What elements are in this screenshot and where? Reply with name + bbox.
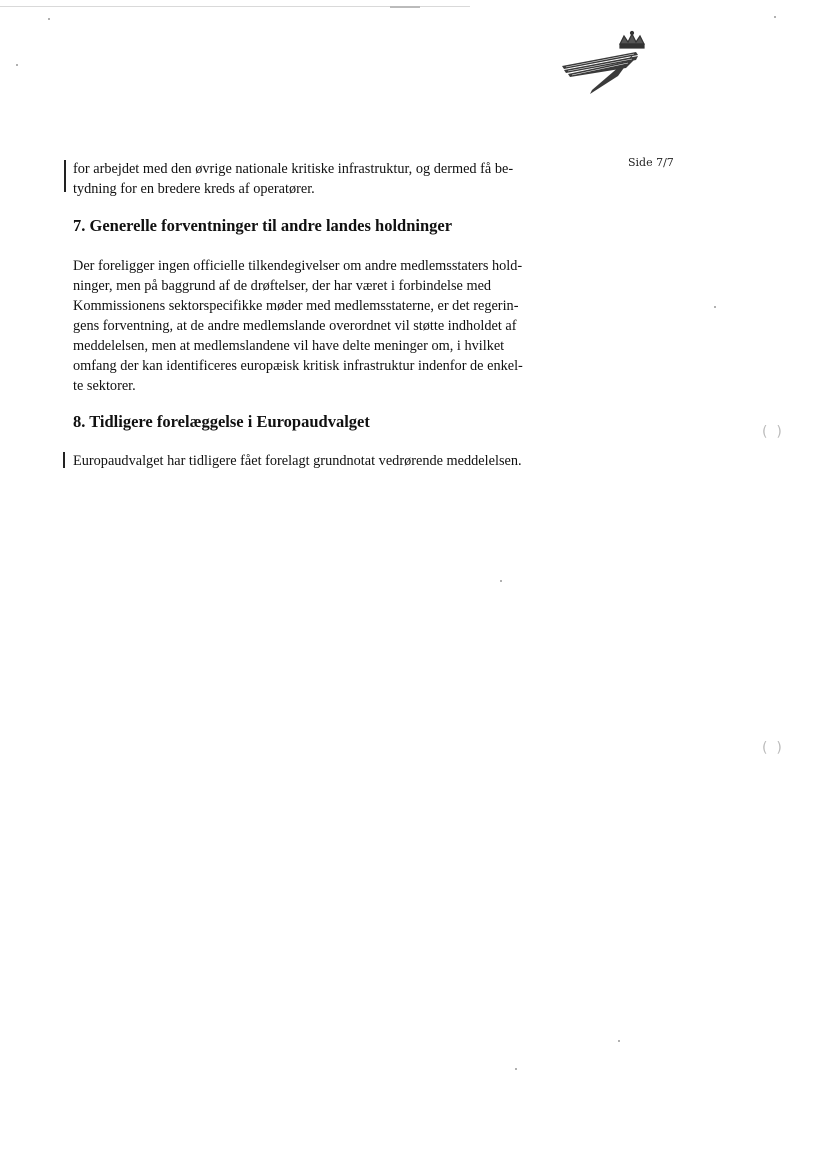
intro-paragraph: for arbejdet med den øvrige nationale kritiske infrastruktur, og dermed få be- tydning for en bredere kreds af operatører.	[73, 161, 514, 197]
punch-hole-mark: ( )	[762, 424, 782, 440]
punch-hole-mark: ( )	[762, 740, 782, 756]
section-7-paragraph: Der foreligger ingen officielle tilkendegivelser om andre medlemsstaters hold- ninger, men på baggrund af de drøftelser, der har været i forbindelse med Kommissionens sektorspecifikke møder med medlemsstaterne, er det regerin- gens forventning, at de andre medlemslande overordnet vil støtte indholdet af meddelelsen, men at medlemslandene vil have delte meninger om, i hvilket omfang der kan identificeres europæisk kritisk infrastruktur indenfor de enkel- te sektorer.	[73, 258, 523, 394]
crown-and-road-logo-icon	[556, 30, 652, 98]
scan-speck	[774, 16, 776, 18]
scan-speck	[618, 1040, 620, 1042]
scan-speck	[16, 64, 18, 66]
section-8-heading: 8. Tidligere forelæggelse i Europaudvalget	[73, 412, 370, 431]
section-7-heading: 7. Generelle forventninger til andre landes holdninger	[73, 216, 453, 235]
revision-change-bar	[64, 160, 66, 192]
scan-edge-mark	[390, 6, 420, 8]
revision-change-bar	[63, 452, 65, 468]
section-8-paragraph: Europaudvalget har tidligere fået forelagt grundnotat vedrørende meddelelsen.	[73, 453, 522, 469]
scan-speck	[515, 1068, 517, 1070]
scan-speck	[714, 306, 716, 308]
page-number: Side 7/7	[628, 156, 674, 169]
scan-speck	[48, 18, 50, 20]
scan-speck	[500, 580, 502, 582]
